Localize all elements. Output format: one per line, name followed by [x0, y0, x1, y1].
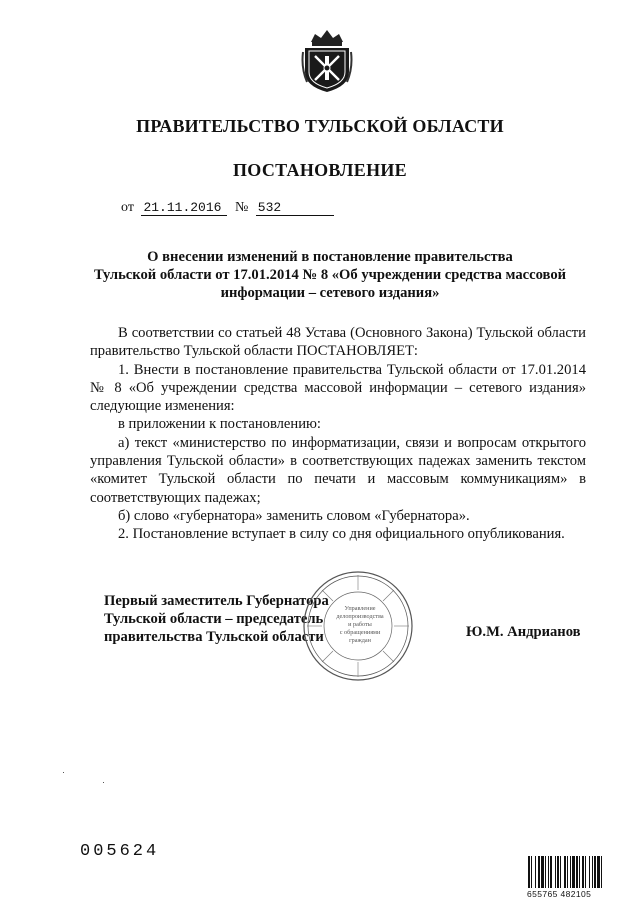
official-seal-stamp: [302, 570, 414, 682]
barcode-bar: [557, 856, 559, 888]
barcode-number: 655765 482105: [527, 889, 592, 899]
barcode-bar: [545, 856, 546, 888]
date-label: от: [121, 200, 134, 215]
document-body: [90, 324, 586, 544]
subject-line: О внесении изменений в постановление правительства: [147, 249, 513, 265]
document-number: 532: [256, 201, 334, 216]
barcode-bar: [576, 856, 578, 888]
document-number-line: [121, 200, 334, 216]
barcode-bar: [579, 856, 580, 888]
barcode-bar: [594, 856, 596, 888]
signer-position-line: Первый заместитель Губернатора: [104, 593, 329, 609]
body-paragraph: б) слово «губернатора» заменить словом «Губернатора».: [118, 507, 470, 524]
barcode-bar: [582, 856, 584, 888]
stamp-text-line: граждан: [349, 637, 371, 644]
scan-speck: [103, 782, 104, 783]
document-date: 21.11.2016: [141, 201, 227, 216]
barcode-bar: [567, 856, 568, 888]
barcode-bar: [560, 856, 561, 888]
stamp-text-line: Управление: [344, 605, 376, 612]
signer-position-line: правительства Тульской области: [104, 629, 324, 645]
scan-speck: [63, 772, 64, 773]
barcode-bar: [601, 856, 602, 888]
barcode-bar: [564, 856, 566, 888]
body-paragraph: в приложении к постановлению:: [118, 416, 321, 433]
body-paragraph: В соответствии со статьей 48 Устава (Основного Закона) Тульской области правительство Тульской области ПОСТАНОВЛЯЕТ:: [90, 325, 586, 360]
barcode-bar: [555, 856, 556, 888]
registration-number: 005624: [80, 842, 160, 861]
number-label: №: [234, 200, 249, 215]
barcode-bar: [548, 856, 549, 888]
signer-position-line: Тульской области – председатель: [104, 611, 324, 627]
barcode-bar: [538, 856, 540, 888]
document-type-title: ПОСТАНОВЛЕНИЕ: [233, 160, 407, 180]
barcode-bar: [570, 856, 571, 888]
barcode-bar: [528, 856, 530, 888]
document-subject: [60, 248, 600, 302]
stamp-text-line: с обращениями: [339, 629, 381, 636]
body-paragraph: а) текст «министерство по информатизации, связи и вопросам открытого управления Тульской области» в соответствующих падежах заменить текстом «комитет Тульской области по печати и массовым коммуникациям» в соответствующих падежах;: [90, 434, 586, 506]
body-paragraph: 2. Постановление вступает в силу со дня официального опубликования.: [118, 526, 565, 543]
barcode-bar: [535, 856, 536, 888]
stamp-text-line: делопроизводства: [336, 613, 384, 620]
barcode-bar: [592, 856, 593, 888]
subject-line: Тульской области от 17.01.2014 № 8 «Об учреждении средства массовой: [93, 267, 567, 283]
barcode-bar: [541, 856, 544, 888]
coat-of-arms-emblem: [301, 28, 353, 94]
stamp-text-line: и работы: [348, 621, 372, 628]
body-paragraph: 1. Внести в постановление правительства Тульской области от 17.01.2014 № 8 «Об учреждении средства массовой информации – сетевого издания» следующие изменения:: [90, 361, 586, 415]
barcode-bar: [531, 856, 532, 888]
barcode-bar: [597, 856, 600, 888]
barcode-bar: [585, 856, 586, 888]
barcode-bar: [572, 856, 575, 888]
barcode-bar: [550, 856, 552, 888]
subject-line: информации – сетевого издания»: [220, 285, 440, 301]
organization-title: ПРАВИТЕЛЬСТВО ТУЛЬСКОЙ ОБЛАСТИ: [136, 116, 504, 136]
barcode-bar: [589, 856, 590, 888]
signer-name: Ю.М. Андрианов: [466, 624, 581, 640]
barcode: [528, 856, 626, 892]
